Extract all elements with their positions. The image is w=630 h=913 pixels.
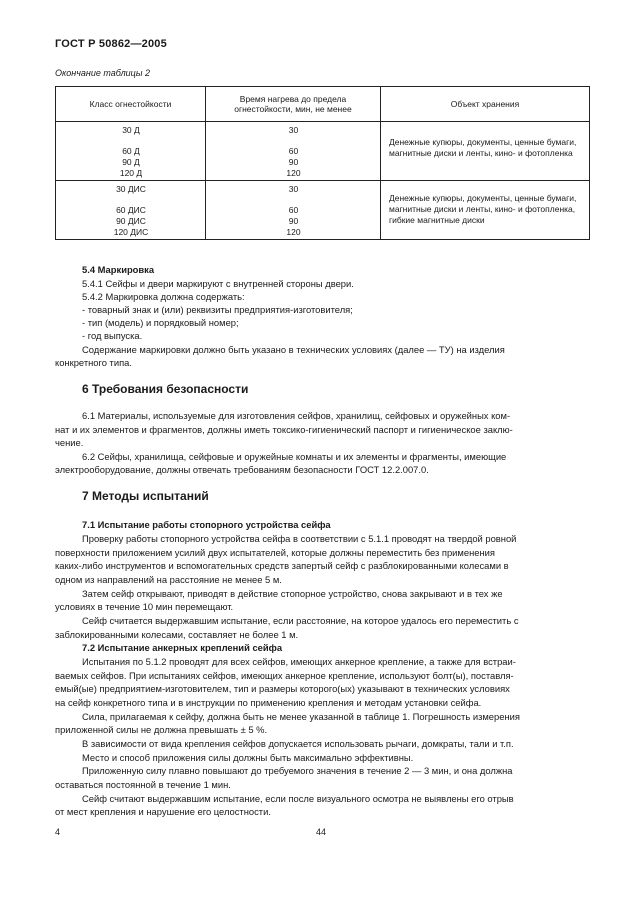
paragraph: от мест крепления и нарушение его целостности. (55, 806, 271, 817)
header-class: Класс огнестойкости (56, 87, 206, 122)
paragraph: чение. (55, 437, 84, 448)
paragraph: каких-либо инструментов и вспомогательных средств запертый сейф с разблокированными колесами в (55, 560, 509, 571)
paragraph: условиях в течение 10 мин перемещают. (55, 601, 234, 612)
page-number-left: 4 (55, 827, 61, 837)
table-row (56, 181, 590, 240)
object-cell (381, 181, 590, 240)
paragraph: Место и способ приложения силы должны быть максимально эффективны. (82, 752, 414, 763)
paragraph: 5.4.1 Сейфы и двери маркируют с внутренней стороны двери. (82, 278, 354, 289)
time-value: 120 (286, 168, 301, 178)
class-value: 60 Д (122, 146, 140, 156)
paragraph: Сейф считается выдержавшим испытание, если расстояние, на которое удалось его переместить с (82, 615, 519, 626)
class-value: 120 Д (119, 168, 143, 178)
paragraph: нат и их элементов и фрагментов, должны иметь токсико-гигиенический паспорт и гигиеническое заклю- (55, 424, 513, 435)
object-text: Денежные купюры, документы, ценные бумаги, магнитные диски и ленты, кино- и фотопленка, гибкие магнитные диски (389, 193, 577, 225)
class-value: 90 ДИС (116, 216, 146, 226)
paragraph: Испытания по 5.1.2 проводят для всех сейфов, имеющих анкерное крепление, а также для встраи- (82, 656, 516, 667)
class-cell (56, 181, 206, 240)
header-time: Время нагрева до предела огнестойкости, мин, не менее (206, 87, 381, 122)
time-value: 60 (288, 205, 299, 215)
paragraph: оставаться постоянной в течение 1 мин. (55, 779, 231, 790)
list-item: - товарный знак и (или) реквизиты предприятия-изготовителя; (82, 304, 353, 315)
time-value: 90 (288, 216, 299, 226)
paragraph: одном из направлений на расстояние не менее 5 м. (55, 574, 282, 585)
table-2 (55, 86, 590, 240)
class-value: 60 ДИС (116, 205, 146, 215)
object-text: Денежные купюры, документы, ценные бумаги, магнитные диски и ленты, кино- и фотопленка (389, 137, 577, 158)
section-7-title: 7 Методы испытаний (82, 489, 209, 503)
paragraph: приложенной силы не должна превышать ± 5 %. (55, 724, 268, 735)
time-value: 30 (288, 184, 299, 194)
paragraph: Содержание маркировки должно быть указано в технических условиях (далее — ТУ) на изделия (82, 344, 505, 355)
page-number-center: 44 (316, 827, 327, 837)
time-value: 120 (286, 227, 301, 237)
paragraph: электрооборудование, должны отвечать требованиям безопасности ГОСТ 12.2.007.0. (55, 464, 429, 475)
section-7-1-title: 7.1 Испытание работы стопорного устройства сейфа (82, 519, 331, 530)
table-row (56, 122, 590, 181)
paragraph: заблокированными колесами, составляет не более 1 м. (55, 629, 299, 640)
table-caption: Окончание таблицы 2 (55, 68, 150, 78)
time-cell (206, 181, 381, 240)
section-6-title: 6 Требования безопасности (82, 382, 249, 396)
paragraph: Проверку работы стопорного устройства сейфа в соответствии с 5.1.1 проводят на твердой ровной (82, 533, 517, 544)
class-value: 30 Д (122, 125, 140, 135)
time-value: 90 (288, 157, 299, 167)
list-item: - тип (модель) и порядковый номер; (82, 317, 239, 328)
section-7-2-title: 7.2 Испытание анкерных креплений сейфа (82, 642, 283, 653)
class-value: 30 ДИС (116, 184, 146, 194)
paragraph: емый(ые) предприятием-изготовителем, тип и размеры которого(ых) указывают в технических условиях (55, 683, 510, 694)
paragraph: ваемых сейфов. При испытаниях сейфов, имеющих анкерное крепление, используют болт(ы), поставля- (55, 670, 514, 681)
paragraph: В зависимости от вида крепления сейфов допускается использовать рычаги, домкраты, тали и т.п. (82, 738, 514, 749)
class-value: 120 ДИС (113, 227, 149, 237)
time-cell (206, 122, 381, 181)
paragraph: Приложенную силу плавно повышают до требуемого значения в течение 2 — 3 мин, и она должна (82, 765, 513, 776)
object-cell (381, 122, 590, 181)
paragraph: на сейф конкретного типа и в инструкции по применению крепления и методам установки сейфа. (55, 697, 482, 708)
paragraph: 6.1 Материалы, используемые для изготовления сейфов, хранилищ, сейфовых и оружейных ком- (82, 410, 511, 421)
paragraph: Сила, прилагаемая к сейфу, должна быть не менее указанной в таблице 1. Погрешность измерения (82, 711, 520, 722)
section-5-4-title: 5.4 Маркировка (82, 264, 155, 275)
paragraph: конкретного типа. (55, 357, 132, 368)
paragraph: поверхности приложением усилий двух испытателей, которые должны переместить без применения (55, 547, 495, 558)
paragraph: Сейф считают выдержавшим испытание, если после визуального осмотра не выявлены его отрыв (82, 793, 514, 804)
list-item: - год выпуска. (82, 330, 143, 341)
time-value: 60 (288, 146, 299, 156)
time-value: 30 (288, 125, 299, 135)
paragraph: 6.2 Сейфы, хранилища, сейфовые и оружейные комнаты и их элементы и фрагменты, имеющие (82, 451, 507, 462)
document-id: ГОСТ Р 50862—2005 (55, 38, 167, 50)
paragraph: 5.4.2 Маркировка должна содержать: (82, 291, 245, 302)
header-object: Объект хранения (381, 87, 590, 122)
paragraph: Затем сейф открывают, приводят в действие стопорное устройство, снова закрывают и в тех же (82, 588, 503, 599)
class-cell (56, 122, 206, 181)
class-value: 90 Д (122, 157, 140, 167)
table-header-row (56, 87, 590, 122)
